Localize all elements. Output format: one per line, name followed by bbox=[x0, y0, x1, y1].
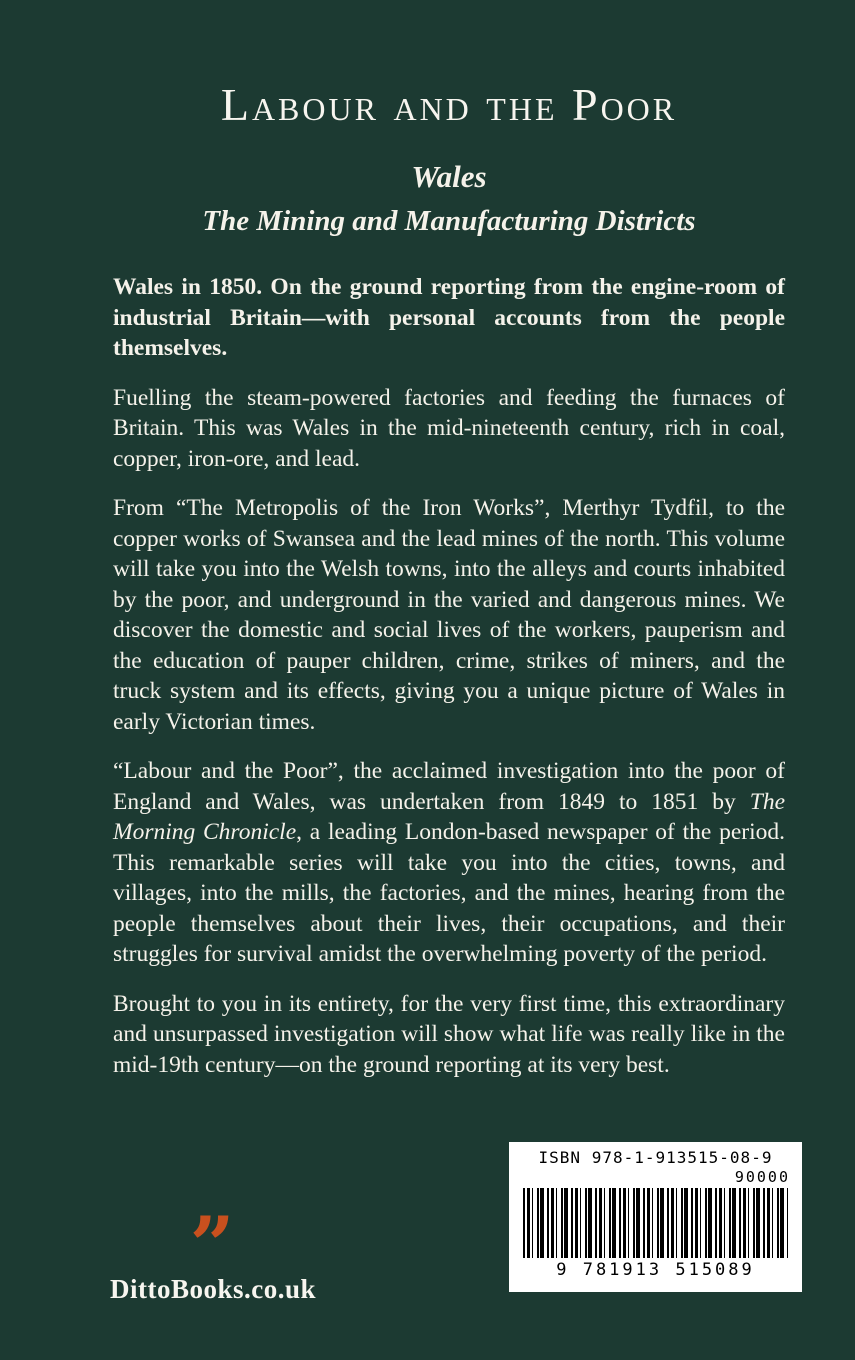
newspaper-name-italic: The Morning Chronicle bbox=[113, 788, 785, 845]
blurb-paragraph-2: From “The Metropolis of the Iron Works”, Merthyr Tydfil, to the copper works of Swansea and the lead mines of the north. This volume will take you into the Welsh towns, into the alleys and courts inhabited by the poor, and underground in the varied and dangerous mines. We discover the domestic and social lives of the workers, pauperism and the education of pauper children, crime, strikes of miners, and the truck system and its effects, giving you a unique picture of Wales in early Victorian times. bbox=[113, 495, 785, 735]
cover-footer bbox=[0, 1120, 855, 1360]
barcode-ean-number: 9 781913 515089 bbox=[556, 1260, 755, 1280]
quote-marks-icon: ” bbox=[189, 1200, 237, 1291]
book-subtitle-region: Wales bbox=[411, 159, 487, 194]
cover-text-column bbox=[113, 78, 785, 1099]
book-subtitle-districts: The Mining and Manufacturing Districts bbox=[202, 205, 696, 237]
book-title: Labour and the Poor bbox=[220, 79, 678, 130]
blurb-intro-paragraph: Wales in 1850. On the ground reporting from the engine-room of industrial Britain—with personal accounts from the people themselves. bbox=[113, 274, 785, 361]
publisher-logo-block bbox=[103, 1200, 323, 1305]
isbn-label: ISBN 978-1-913515-08-9 bbox=[538, 1148, 773, 1167]
publisher-name: DittoBooks.co.uk bbox=[109, 1274, 317, 1304]
blurb-paragraph-1: Fuelling the steam-powered factories and feeding the furnaces of Britain. This was Wales in the mid-nineteenth century, rich in coal, copper, iron-ore, and lead. bbox=[113, 384, 785, 472]
blurb-paragraph-4: Brought to you in its entirety, for the very first time, this extraordinary and unsurpassed investigation will show what life was really like in the mid-19th century—on the ground reporting at its very best. bbox=[113, 990, 785, 1078]
isbn-barcode-box bbox=[509, 1142, 802, 1292]
blurb-body bbox=[113, 272, 785, 1080]
barcode-price-code: 90000 bbox=[734, 1168, 790, 1186]
barcode-bars-icon bbox=[523, 1188, 788, 1258]
blurb-paragraph-3 bbox=[113, 756, 785, 970]
blurb-paragraph-3-after: , a leading London-based newspaper of the period. This remarkable series will take you into the cities, towns, and villages, into the mills, the factories, and the mines, hearing from the people themselves about their lives, their occupations, and their struggles for survival amidst the overwhelming poverty of the period. bbox=[113, 819, 785, 967]
blurb-paragraph-3-before: “Labour and the Poor”, the acclaimed investigation into the poor of England and Wales, was undertaken from 1849 to 1851 by bbox=[113, 758, 785, 815]
